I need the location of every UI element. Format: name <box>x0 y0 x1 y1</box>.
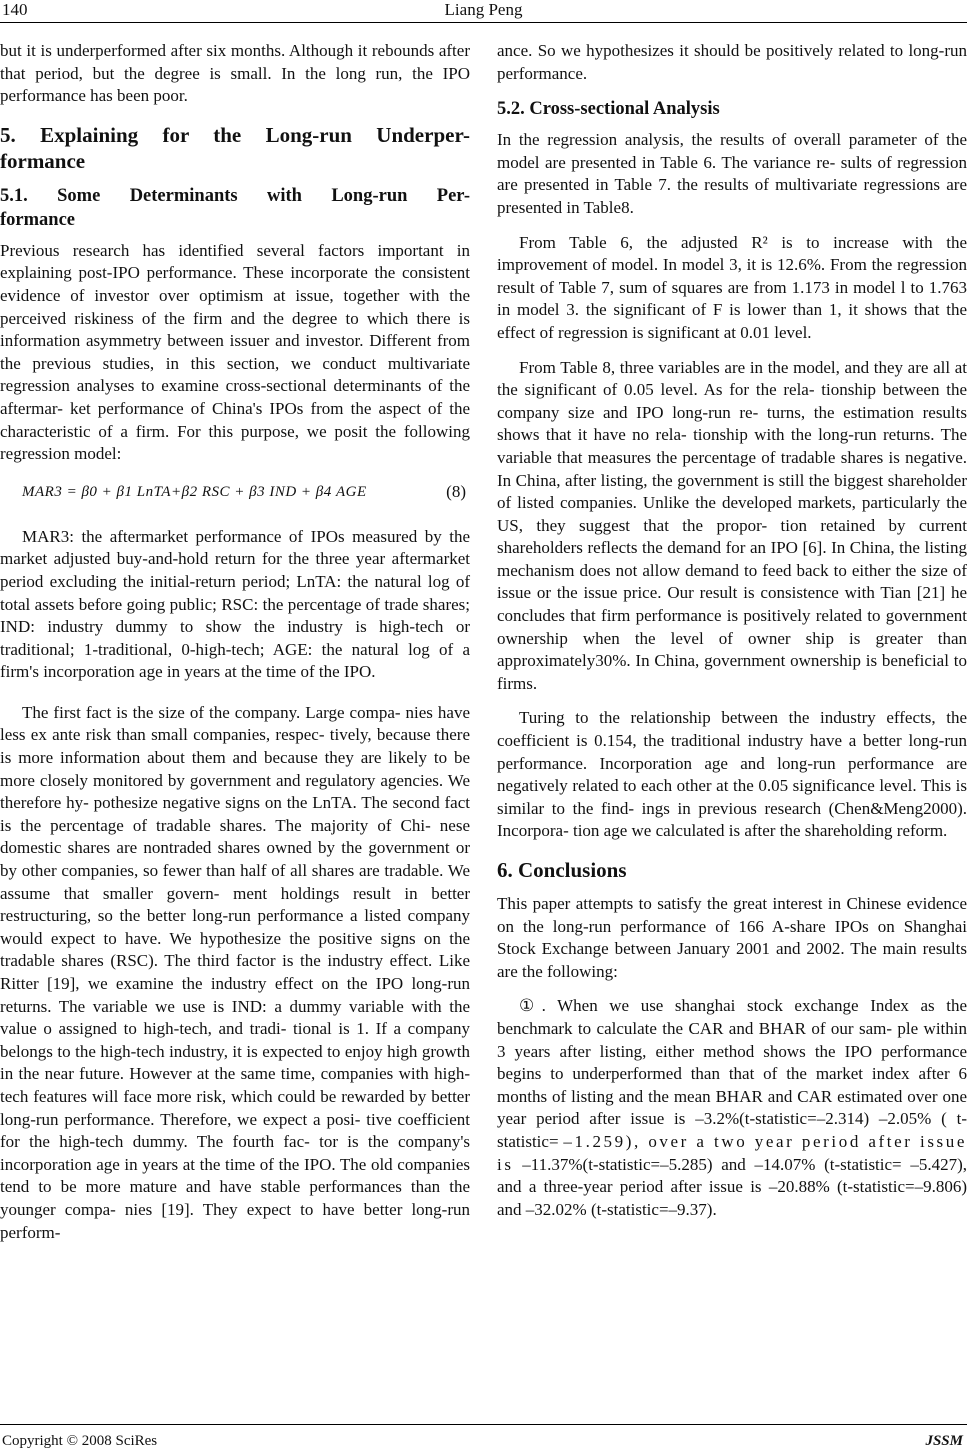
section-5-1-heading: 5.1. Some Determinants with Long-run Per- formance <box>0 185 470 230</box>
equation-expression: MAR3 = β0 + β1 LnTA+β2 RSC + β3 IND + β4 AGE <box>22 483 367 500</box>
copyright-notice: Copyright © 2008 SciRes <box>2 1433 158 1449</box>
paragraph-regression-analysis: In the regression analysis, the results of overall parameter of the model are presented in Table 6. The variance re- sults of regression are presented in Table 7. the results of multivariate regressions are presented in Table8. <box>497 130 967 217</box>
regression-equation <box>0 476 470 512</box>
section-6-heading: 6. Conclusions <box>497 858 627 882</box>
paragraph-table-6: From Table 6, the adjusted R² is to increase with the improvement of model. In model 3, it is 12.6%. From the regression result of Table 7, sum of squares are from 1.173 in model l to 1.763 in model 3. the significant of F is lower than 1, it shows that the effect of regression is significant at 0.01 level. <box>497 232 967 342</box>
page-header <box>0 0 967 23</box>
paragraph-continued: ance. So we hypothesizes it should be positively related to long-run performance. <box>497 41 967 83</box>
journal-abbreviation: JSSM <box>925 1433 963 1449</box>
right-column <box>497 40 967 1221</box>
page-footer <box>0 1424 967 1454</box>
page-number: 140 <box>2 0 28 19</box>
left-column <box>0 40 470 1244</box>
running-author: Liang Peng <box>444 0 523 19</box>
result-1-part-c: –11.37%(t-statistic=–5.285) and –14.07% (t-statistic= –5.427), and a three-year period after issue is –20.88% (t-statistic=–9.806) and –32.02% (t-statistic=–9.37). <box>497 1154 967 1219</box>
paragraph-first-fact: The first fact is the size of the company. Large compa- nies have less ex ante risk than small companies, respec- tively, because there is more information about them and because they are likely to be more closely monitored by government and regulatory agencies. We therefore hy- pothesize negative signs on the LnTA. The second fact is the percentage of tradable shares. The majority of Chi- nese domestic shares are nontraded shares owned by the government or by other companies, so fewer than half of all shares are tradable. We assume that smaller govern- ment holdings result in better restructuring, so the better long-run performance a listed company would expect to have. We hypothesize the positive signs on the tradable shares (RSC). The third factor is the industry effect. Like Ritter [19], we examine the industry effect on the IPO long-run returns. The variable we use is IND: a dummy variable with the value o assigned to high-tech, and tradi- tional is 1. If a company belongs to the high-tech industry, it is expected to enjoy high growth in the near future. However at the same time, companies with high-tech features will face more risk, which could be rewarded by better long-run performance. Therefore, we expect a posi- tive coefficient for the high-tech dummy. The fourth fac- tor is the company's incorporation age in years at the time of the IPO. The old companies tend to be more mature and have stable performances than the younger compa- nies [19]. They expect to have better long-run perform- <box>0 702 470 1242</box>
paragraph-table-8: From Table 8, three variables are in the model, and they are all at the significant of 0.05 level. As for the rela- tionship between the company size and IPO long-run re- turns, the estimation results shows that it have no rela- tionship with the long-run returns. The variable that measures the percentage of tradable shares is negative. In China, after listing, the government is still the biggest shareholder of listed companies. Unlike the developed markets, particularly the US, they suggest that the propor- tion retained by current shareholders reflects the demand for an IPO [6]. In China, the listing mechanism does not allow demand to feed back to either the size of issue or the issue price. Our result is consistence with Tian [21] he concludes that firm performance is positively related to government ownership when the level of owner ship is greater than approximately30%. In China, government ownership is beneficial to firms. <box>497 357 967 693</box>
result-1-part-b: –1.259), over a two year period after issue is <box>497 1131 967 1174</box>
paragraph-intro-continued: but it is underperformed after six months. Although it rebounds after that period, but the degree is small. In the long run, the IPO performance has been poor. <box>0 41 470 106</box>
section-5-heading: 5. Explaining for the Long-run Underper- formance <box>0 122 470 173</box>
paragraph-conclusions: This paper attempts to satisfy the great interest in Chinese evidence on the long-run performance of 166 A-share IPOs on Shanghai Stock Exchange between January 2001 and 2002. The main results are the following: <box>497 894 967 981</box>
equation-number: (8) <box>446 481 466 501</box>
result-1-part-a: ①. When we use shanghai stock exchange Index as the benchmark to calculate the CAR and BHAR of our sam- ple within 3 years after listing, either method shows the IPO performance begins to underperformed than that of the market index after 6 months of listing and the mean BHAR and CAR estimated over one year period after issue is –3.2%(t-statistic=–2.314) –2.05% ( t-statistic= <box>497 996 967 1151</box>
section-5-2-heading: 5.2. Cross-sectional Analysis <box>497 99 720 120</box>
paragraph-previous-research: Previous research has identified several factors important in explaining post-IPO performance. These incorporate the consistent evidence of investor over optimism at issue, together with the perceived riskiness of the firm and the degree to which there is information asymmetry between issuer and investor. Different from the previous studies, in this section, we conduct multivariate regression analyses to examine cross-sectional determinants of the aftermar- ket performance of China's IPOs from the aspect of the characteristic of a firm. For this purpose, we posit the following regression model: <box>0 240 470 464</box>
paragraph-variable-definitions: MAR3: the aftermarket performance of IPOs measured by the market adjusted buy-and-hold return for the three year aftermarket period excluding the initial-return period; LnTA: the natural log of total assets before going public; RSC: the percentage of trade shares; IND: industry dummy to show the industry is high-tech or traditional; 1-traditional, 0-high-tech; AGE: the natural log of a firm's incorporation age in years at the time of the IPO. <box>0 526 470 682</box>
paragraph-result-1 <box>497 995 967 1221</box>
paragraph-industry-effects: Turing to the relationship between the industry effects, the coefficient is 0.154, the traditional industry have a better long-run performance. Incorporation age and long-run performance are negatively related to each other at the 0.05 significance level. This is similar to the find- ings in previous research (Chen&Meng2000). Incorpora- tion age we calculated is after the shareholding reform. <box>497 708 967 841</box>
